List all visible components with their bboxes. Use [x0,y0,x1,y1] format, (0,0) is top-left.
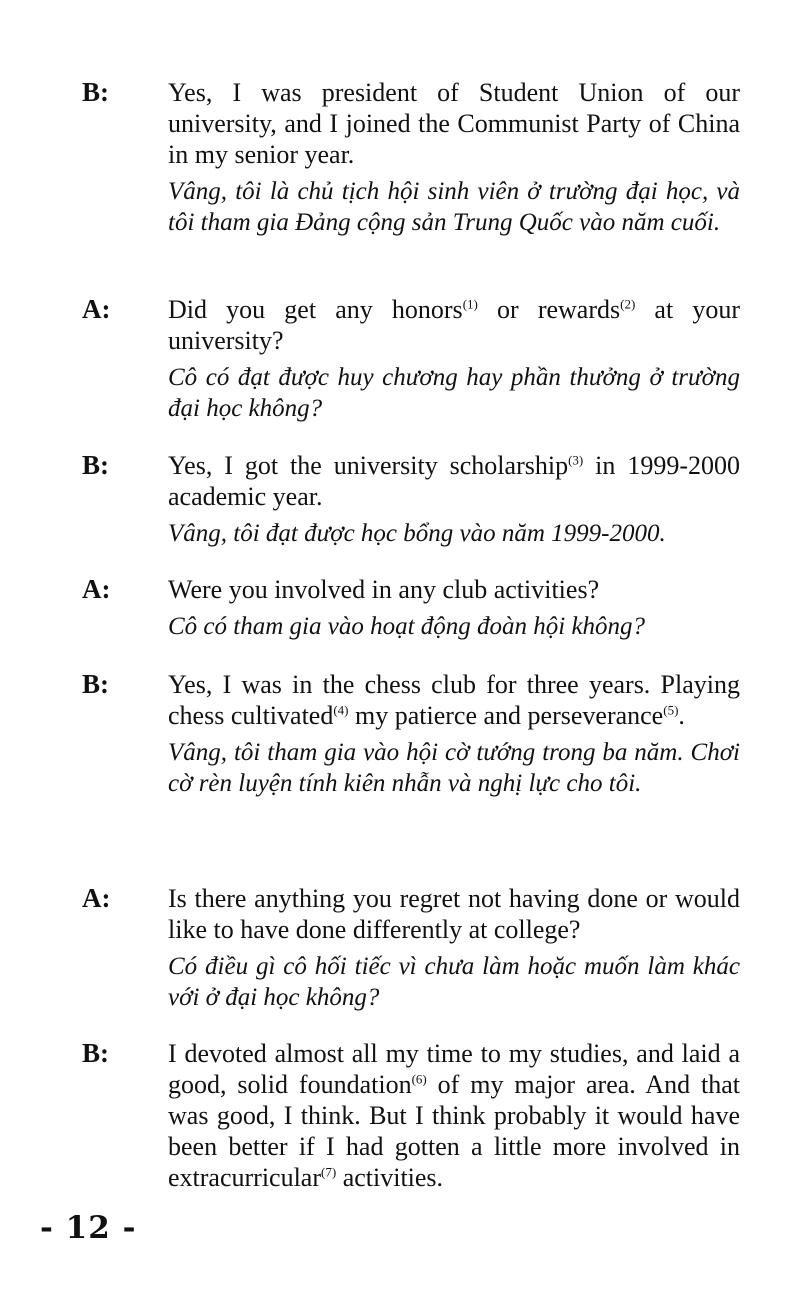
dialogue-text [168,574,740,642]
english-line: Yes, I got the university scholarship$^{(3)}$ in 1999-2000 academic year. [168,451,741,511]
dialogue-text [168,450,740,549]
english-line: Is there anything you regret not having done or would like to have done differently at college? [168,884,740,944]
speaker-label: B: [82,669,109,699]
dialogue-text [168,294,740,424]
speaker-label: B: [82,77,109,107]
english-line: I devoted almost all my time to my studies, and laid a good, solid foundation$^{(6)}$ of my major area. And that was good, I think. But I think probably it would have been better if I had gotten a little more involved in extracurricular$^{(7)}$ activities. [168,1039,740,1192]
speaker-label: B: [82,450,109,480]
vietnamese-translation: Có điều gì cô hối tiếc vì chưa làm hoặc muốn làm khác với ở đại học không? [168,953,740,1011]
vietnamese-translation: Cô có đạt được huy chương hay phần thưởng ở trường đại học không? [168,364,740,422]
speaker-label: A: [82,574,111,604]
footnote-marker: (4) [333,702,349,718]
speaker-label: A: [82,883,111,913]
vietnamese-translation: Vâng, tôi là chủ tịch hội sinh viên ở trường đại học, và tôi tham gia Đảng cộng sản Trung Quốc vào năm cuối. [168,178,740,236]
english-line: Yes, I was in the chess club for three years. Playing chess cultivated$^{(4)}$ my patierce and perseverance$^{(5)}$. [168,670,740,730]
english-line: Were you involved in any club activities? [168,575,600,604]
footnote-marker: (7) [321,1164,337,1180]
dialogue-text [168,883,740,1013]
vietnamese-translation: Vâng, tôi tham gia vào hội cờ tướng trong ba năm. Chơi cờ rèn luyện tính kiên nhẫn và nghị lực cho tôi. [168,739,740,797]
speaker-label: A: [82,294,111,324]
footnote-marker: (5) [663,702,679,718]
speaker-label: B: [82,1038,109,1068]
dialogue-text [168,669,740,799]
page-number: - 12 - [40,1210,137,1246]
english-line: Yes, I was president of Student Union of our university, and I joined the Communist Party of China in my senior year. [168,78,740,169]
footnote-marker: (1) [462,296,478,312]
footnote-marker: (6) [411,1071,427,1087]
dialogue-text [168,77,740,238]
english-line: Did you get any honors$^{(1)}$ or rewards$^{(2)}$ at your university? [168,295,740,355]
dialogue-text [168,1038,740,1193]
footnote-marker: (3) [568,452,584,468]
footnote-marker: (2) [620,296,636,312]
vietnamese-translation: Vâng, tôi đạt được học bổng vào năm 1999-2000. [168,520,666,547]
vietnamese-translation: Cô có tham gia vào hoạt động đoàn hội không? [168,613,646,640]
